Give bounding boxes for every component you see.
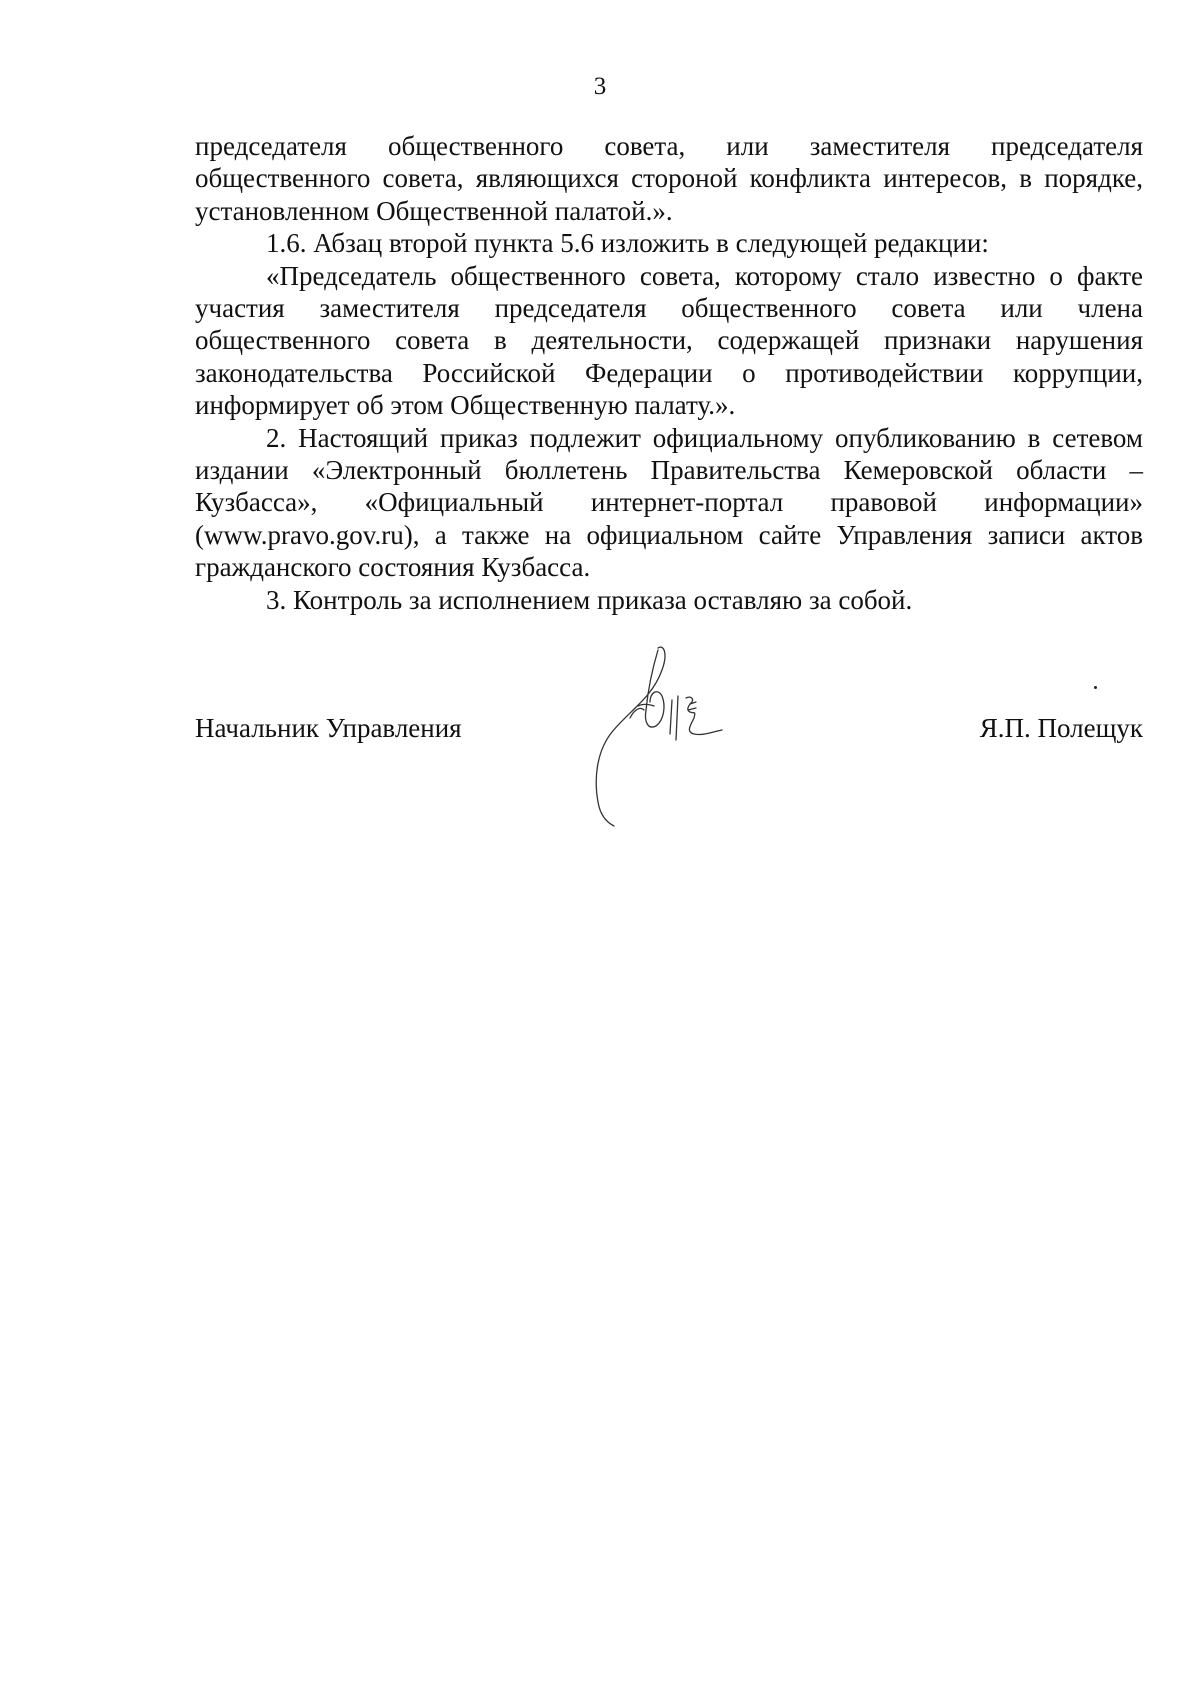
handwritten-signature (590, 640, 770, 840)
signatory-name: Я.П. Полещук (979, 713, 1143, 743)
page-number: 3 (593, 73, 607, 100)
paragraph-item-1-6: 1.6. Абзац второй пункта 5.6 изложить в следующей редакции: (266, 228, 989, 259)
paragraph-quoted-text: «Председатель общественного совета, которому стало известно о факте участия заместителя председателя общественного совета или члена общественного совета в деятельности, содержащей признаки нарушения законодательства Российской Федерации о противодействии коррупции, информирует об этом Общественную палату.». (195, 260, 1143, 421)
paragraph-item-3: 3. Контроль за исполнением приказа оставляю за собой. (266, 584, 913, 615)
paragraph-continuation: председателя общественного совета, или заместителя председателя общественного совета, являющихся стороной конфликта интересов, в порядке, установленном Общественной палатой.». (195, 131, 1143, 226)
document-body (195, 130, 1143, 616)
paragraph-item-2: 2. Настоящий приказ подлежит официальному опубликованию в сетевом издании «Электронный бюллетень Правительства Кемеровской области – Кузбасса», «Официальный интернет-портал правовой информации» (www.pravo.gov.ru), а также на официальном сайте Управления записи актов гражданского состояния Кузбасса. (195, 422, 1143, 583)
signatory-position: Начальник Управления (195, 713, 462, 743)
stray-mark (1094, 686, 1097, 689)
